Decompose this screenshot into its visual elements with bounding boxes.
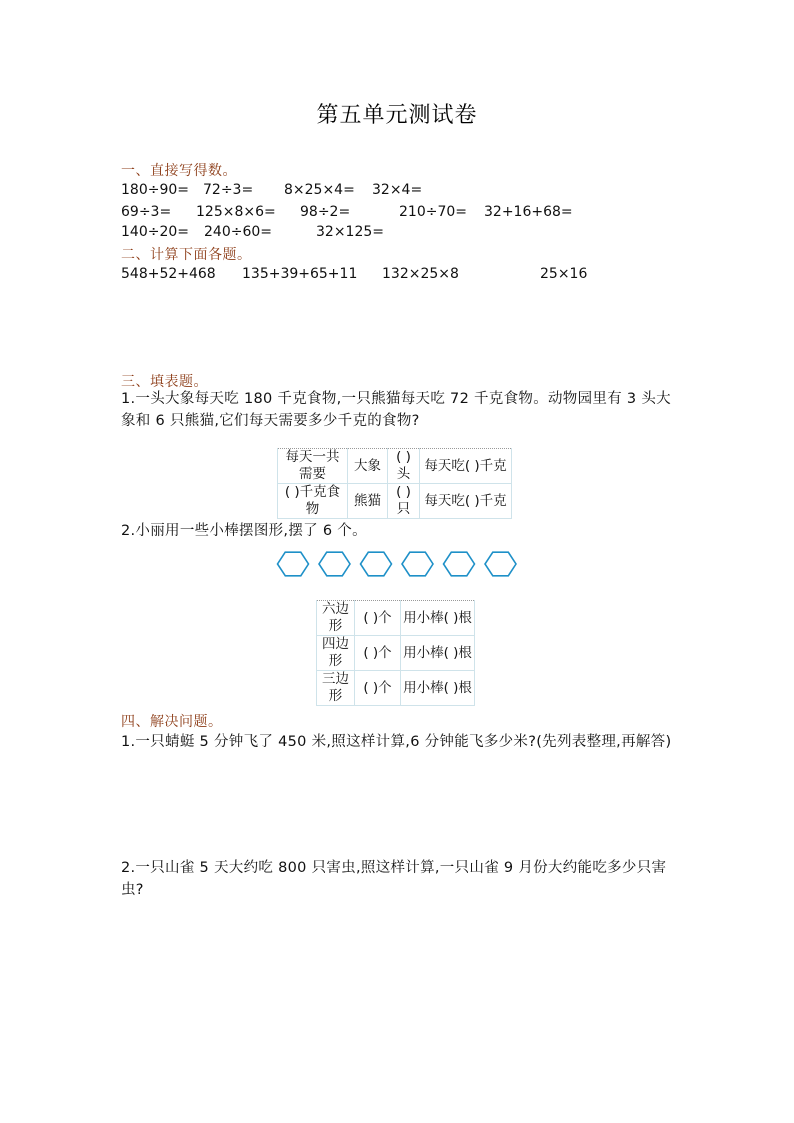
section-3-heading: 三、填表题。 <box>121 374 208 390</box>
direct-item: 210÷70= <box>399 204 467 220</box>
direct-item: 8×25×4= <box>284 182 355 198</box>
question-3-1: 1.一头大象每天吃 180 千克食物,一只熊猫每天吃 72 千克食物。动物园里有 3 头大象和 6 只熊猫,它们每天需要多少千克的食物? <box>121 391 671 429</box>
direct-item: 98÷2= <box>300 204 351 220</box>
table-cell: 每天吃( )千克 <box>420 449 512 484</box>
table-cell: ( )只 <box>388 484 420 519</box>
hexagon-shape <box>278 552 309 576</box>
calc-item: 132×25×8 <box>382 266 459 282</box>
direct-item: 32×125= <box>316 224 384 240</box>
question-4-2: 2.一只山雀 5 天大约吃 800 只害虫,照这样计算,一只山雀 9 月份大约能吃多少只害虫? <box>121 860 667 898</box>
direct-item: 72÷3= <box>203 182 254 198</box>
hexagon-shape <box>361 552 392 576</box>
calc-item: 135+39+65+11 <box>242 266 358 282</box>
table-cell: 每天一共需要 <box>278 449 348 484</box>
direct-item: 32×4= <box>372 182 423 198</box>
hexagon-shape <box>319 552 350 576</box>
table-cell: 四边形 <box>317 636 355 671</box>
table-cell: ( )个 <box>355 601 401 636</box>
calc-item: 548+52+468 <box>121 266 216 282</box>
hexagon-shape <box>402 552 433 576</box>
page-title: 第五单元测试卷 <box>316 103 478 128</box>
table-cell: ( )头 <box>388 449 420 484</box>
direct-item: 32+16+68= <box>484 204 573 220</box>
table-cell: 六边形 <box>317 601 355 636</box>
hexagon-shape <box>485 552 516 576</box>
table-cell: 用小棒( )根 <box>401 601 475 636</box>
question-4-1: 1.一只蜻蜓 5 分钟飞了 450 米,照这样计算,6 分钟能飞多少米?(先列表整理,再解答) <box>121 734 672 750</box>
section-1-heading: 一、直接写得数。 <box>121 163 237 179</box>
table-cell: ( )千克食物 <box>278 484 348 519</box>
table-cell: 用小棒( )根 <box>401 636 475 671</box>
hexagon-row <box>275 548 525 580</box>
stick-shapes-table <box>316 600 475 706</box>
elephant-panda-table <box>277 448 512 519</box>
direct-item: 240÷60= <box>204 224 272 240</box>
section-2-heading: 二、计算下面各题。 <box>121 247 252 263</box>
question-3-2: 2.小丽用一些小棒摆图形,摆了 6 个。 <box>121 523 367 539</box>
table-cell: 大象 <box>348 449 388 484</box>
hexagon-shape <box>444 552 475 576</box>
table-cell: 熊猫 <box>348 484 388 519</box>
direct-item: 69÷3= <box>121 204 172 220</box>
table-cell: 每天吃( )千克 <box>420 484 512 519</box>
table-cell: 用小棒( )根 <box>401 671 475 706</box>
direct-item: 125×8×6= <box>196 204 276 220</box>
table-cell: ( )个 <box>355 671 401 706</box>
direct-item: 180÷90= <box>121 182 189 198</box>
direct-item: 140÷20= <box>121 224 189 240</box>
section-4-heading: 四、解决问题。 <box>121 714 223 730</box>
calc-item: 25×16 <box>540 266 588 282</box>
table-cell: ( )个 <box>355 636 401 671</box>
table-cell: 三边形 <box>317 671 355 706</box>
